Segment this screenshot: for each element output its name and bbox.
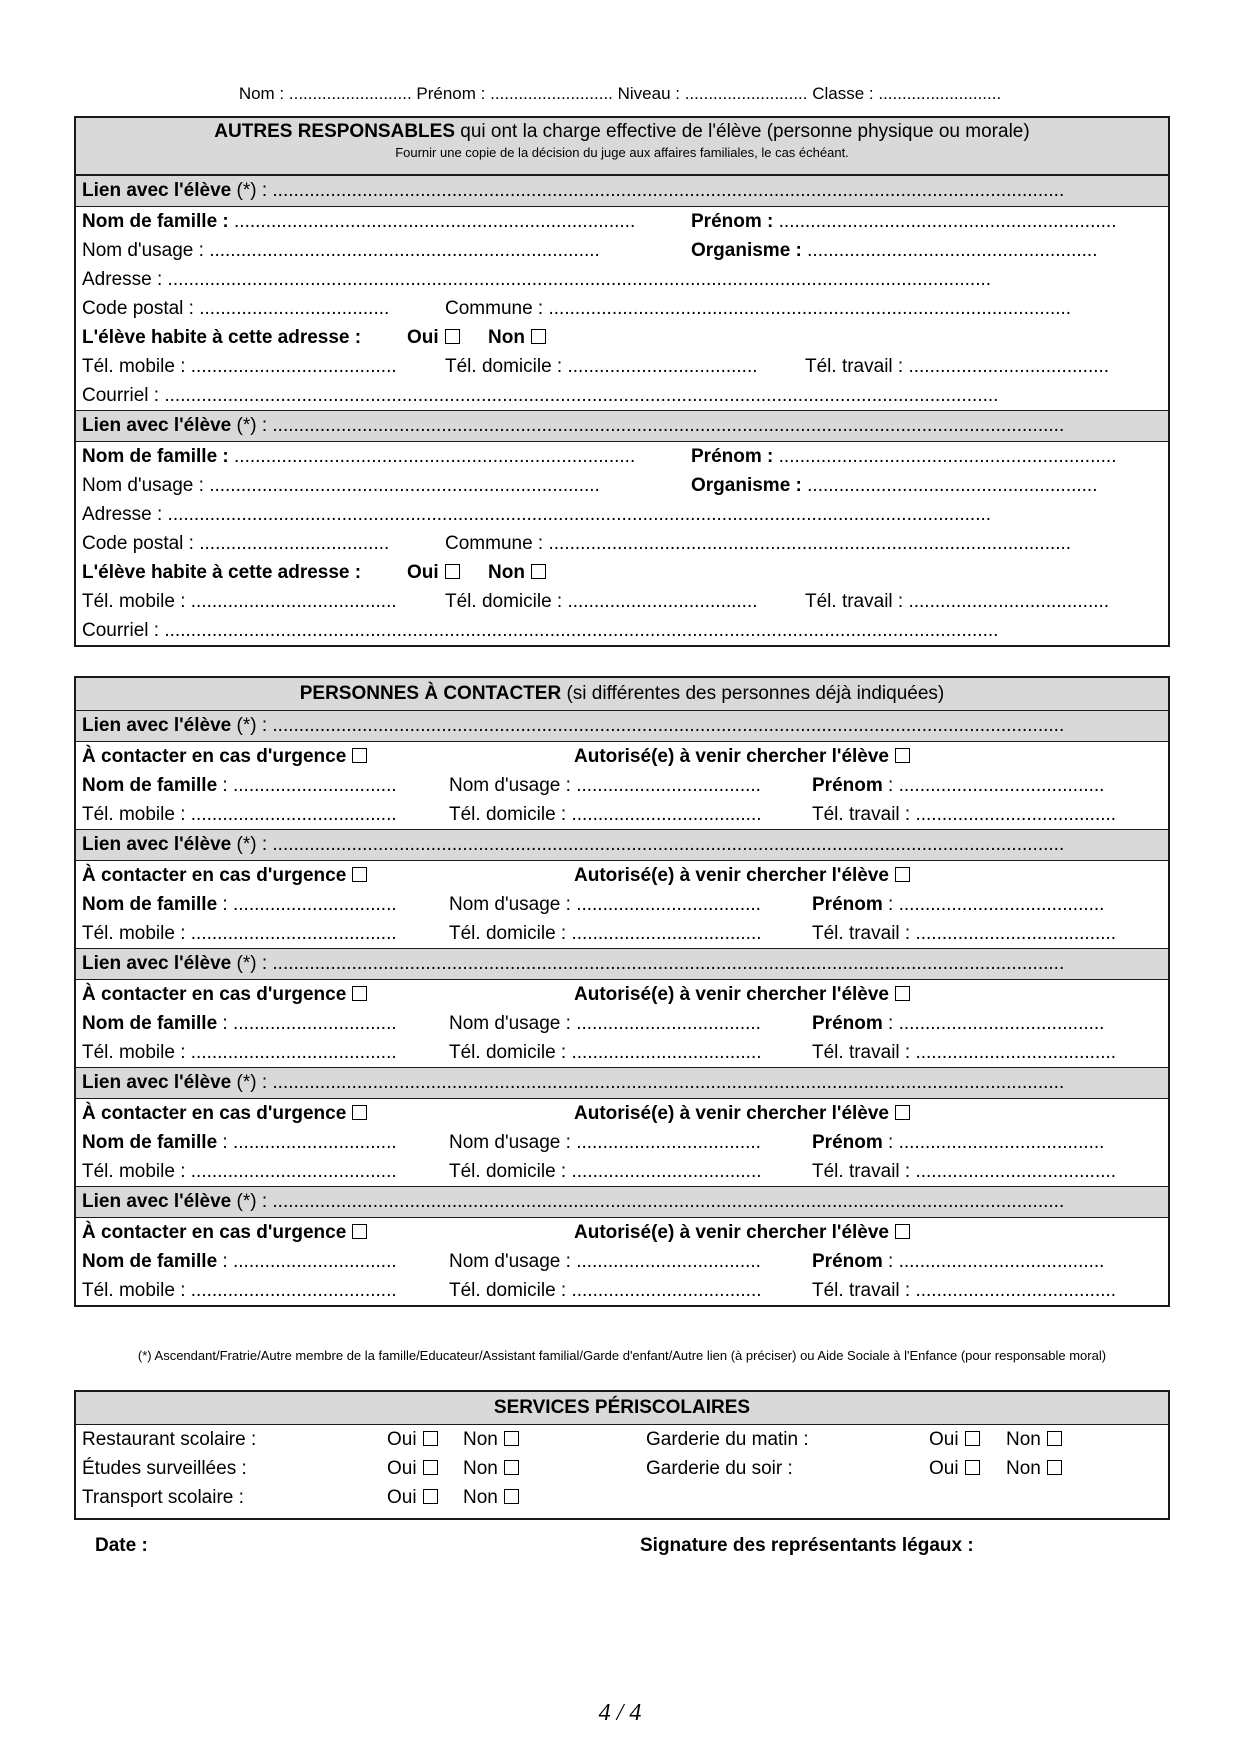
prenom-dots: : ....................................... <box>882 1251 1105 1272</box>
prenom-dots: ................................................................ <box>773 211 1117 232</box>
lien-dots: (*) : ...................................................................................................................................................... <box>231 1072 1065 1093</box>
tel-travail-field[interactable]: Tél. travail : ...................................... <box>805 591 1110 612</box>
lien-dots: (*) : ...................................................................................................................................................... <box>231 1191 1065 1212</box>
habite-label: L'élève habite à cette adresse : <box>82 327 362 348</box>
nom-label: Nom de famille <box>82 894 218 915</box>
autorise-label: Autorisé(e) à venir chercher l'élève <box>574 746 889 767</box>
adresse-field[interactable]: Adresse : ............................................................................................................................................................ <box>82 269 992 290</box>
commune-field[interactable]: Commune : ................................................................................................... <box>445 533 1072 554</box>
tel-travail-field[interactable]: Tél. travail : ...................................... <box>812 1280 1117 1301</box>
urgence-option[interactable] <box>82 1103 367 1125</box>
urgence-label: À contacter en cas d'urgence <box>82 984 347 1005</box>
autorise-label: Autorisé(e) à venir chercher l'élève <box>574 984 889 1005</box>
lien-field[interactable] <box>76 829 1168 861</box>
etudes-label: Études surveillées : <box>82 1458 247 1479</box>
lien-dots: (*) : ...................................................................................................................................................... <box>231 834 1065 855</box>
prenom-label: Prénom <box>812 775 883 796</box>
lien-label: Lien avec l'élève <box>82 953 232 974</box>
nom-famille-field[interactable] <box>82 894 397 916</box>
checkbox-icon[interactable] <box>423 1489 438 1504</box>
nom-usage-field[interactable]: Nom d'usage : ................................... <box>449 1132 761 1153</box>
checkbox-icon[interactable] <box>504 1489 519 1504</box>
autres-responsables-title <box>76 118 1168 143</box>
lien-dots: (*) : ...................................................................................................................................................... <box>231 715 1065 736</box>
prenom-field[interactable] <box>812 1132 1104 1154</box>
lien-dots: (*) : ...................................................................................................................................................... <box>231 953 1065 974</box>
checkbox-icon[interactable] <box>352 986 367 1001</box>
lien-field[interactable] <box>76 1186 1168 1218</box>
prenom-dots: : ....................................... <box>882 1013 1105 1034</box>
date-label: Date : <box>95 1535 148 1556</box>
checkbox-icon[interactable] <box>504 1431 519 1446</box>
urgence-label: À contacter en cas d'urgence <box>82 746 347 767</box>
prenom-dots: : ....................................... <box>882 894 1105 915</box>
contact-block <box>76 1186 1168 1305</box>
checkbox-icon[interactable] <box>352 867 367 882</box>
organisme-label: Organisme : <box>691 475 802 496</box>
transport-oui-option[interactable] <box>387 1487 438 1509</box>
garderie-soir-label: Garderie du soir : <box>646 1458 793 1479</box>
lien-label: Lien avec l'élève <box>82 1191 232 1212</box>
adresse-field[interactable]: Adresse : ............................................................................................................................................................ <box>82 504 992 525</box>
checkbox-icon[interactable] <box>531 329 546 344</box>
urgence-label: À contacter en cas d'urgence <box>82 1222 347 1243</box>
urgence-label: À contacter en cas d'urgence <box>82 865 347 886</box>
prenom-dots: ................................................................ <box>773 446 1117 467</box>
prenom-label: Prénom <box>812 1251 883 1272</box>
oui-label: Oui <box>407 562 439 583</box>
nom-label: Nom de famille : <box>82 446 229 467</box>
lien-label: Lien avec l'élève <box>82 1072 232 1093</box>
tel-domicile-field[interactable]: Tél. domicile : .................................... <box>449 1042 762 1063</box>
nom-dots: : ............................... <box>217 775 397 796</box>
lien-dots: (*) : ...................................................................................................................................................... <box>231 180 1065 201</box>
checkbox-icon[interactable] <box>445 564 460 579</box>
autorise-option[interactable] <box>574 1103 910 1125</box>
personnes-a-contacter-section <box>74 676 1170 1307</box>
checkbox-icon[interactable] <box>895 986 910 1001</box>
checkbox-icon[interactable] <box>965 1460 980 1475</box>
signature-label: Signature des représentants légaux : <box>640 1535 974 1556</box>
contact-block <box>76 829 1168 948</box>
contact-block <box>76 711 1168 829</box>
etudes-oui-option[interactable] <box>387 1458 438 1480</box>
courriel-field[interactable]: Courriel : .............................................................................................................................................................. <box>82 620 999 641</box>
organisme-label: Organisme : <box>691 240 802 261</box>
autorise-option[interactable] <box>574 984 910 1006</box>
lien-footnote: (*) Ascendant/Fratrie/Autre membre de la famille/Educateur/Assistant familial/Garde d'enfant/Autre lien (à préciser) ou Aide Sociale à l'Enfance (pour responsable moral) <box>137 1348 1107 1363</box>
prenom-field[interactable] <box>691 211 1116 233</box>
prenom-field[interactable] <box>691 446 1116 468</box>
tel-travail-field[interactable]: Tél. travail : ...................................... <box>812 1161 1117 1182</box>
prenom-field[interactable] <box>812 1013 1104 1035</box>
code-postal-field[interactable]: Code postal : .................................... <box>82 533 390 554</box>
nom-usage-field[interactable]: Nom d'usage : .......................................................................... <box>82 475 600 496</box>
nom-famille-field[interactable] <box>82 775 397 797</box>
contact-block <box>76 948 1168 1067</box>
checkbox-icon[interactable] <box>965 1431 980 1446</box>
prenom-label: Prénom <box>812 894 883 915</box>
prenom-label: Prénom <box>812 1013 883 1034</box>
prenom-dots: : ....................................... <box>882 775 1105 796</box>
prenom-label: Prénom : <box>691 211 774 232</box>
garderie-matin-label: Garderie du matin : <box>646 1429 809 1450</box>
prenom-field[interactable] <box>812 775 1104 797</box>
lien-label: Lien avec l'élève <box>82 834 232 855</box>
non-label: Non <box>1006 1429 1041 1450</box>
tel-travail-field[interactable]: Tél. travail : ...................................... <box>805 356 1110 377</box>
lien-label: Lien avec l'élève <box>82 415 232 436</box>
tel-mobile-field[interactable]: Tél. mobile : ....................................... <box>82 591 397 612</box>
lien-field[interactable] <box>76 410 1168 442</box>
checkbox-icon[interactable] <box>1047 1460 1062 1475</box>
oui-label: Oui <box>387 1458 417 1479</box>
checkbox-icon[interactable] <box>895 748 910 763</box>
tel-mobile-field[interactable]: Tél. mobile : ....................................... <box>82 804 397 825</box>
nom-label: Nom de famille <box>82 1132 218 1153</box>
tel-domicile-field[interactable]: Tél. domicile : .................................... <box>445 356 758 377</box>
tel-domicile-field[interactable]: Tél. domicile : .................................... <box>449 804 762 825</box>
prenom-label: Prénom <box>812 1132 883 1153</box>
checkbox-icon[interactable] <box>895 1224 910 1239</box>
prenom-field[interactable] <box>812 1251 1104 1273</box>
contacts-title-rest: (si différentes des personnes déjà indiquées) <box>561 683 945 704</box>
nom-label: Nom de famille <box>82 1013 218 1034</box>
code-postal-field[interactable]: Code postal : .................................... <box>82 298 390 319</box>
autorise-option[interactable] <box>574 1222 910 1244</box>
urgence-option[interactable] <box>82 746 367 768</box>
nom-dots: ............................................................................ <box>228 211 636 232</box>
checkbox-icon[interactable] <box>504 1460 519 1475</box>
garderie-matin-oui-option[interactable] <box>929 1429 980 1451</box>
oui-label: Oui <box>929 1429 959 1450</box>
tel-mobile-field[interactable]: Tél. mobile : ....................................... <box>82 356 397 377</box>
nom-usage-field[interactable]: Nom d'usage : .......................................................................... <box>82 240 600 261</box>
prenom-label: Prénom : <box>691 446 774 467</box>
nom-famille-field[interactable] <box>82 1251 397 1273</box>
lien-dots: (*) : ...................................................................................................................................................... <box>231 415 1065 436</box>
autorise-label: Autorisé(e) à venir chercher l'élève <box>574 865 889 886</box>
nom-label: Nom de famille <box>82 775 218 796</box>
checkbox-icon[interactable] <box>423 1460 438 1475</box>
habite-oui-option[interactable] <box>407 327 460 349</box>
autres-subtitle: Fournir une copie de la décision du juge aux affaires familiales, le cas échéant. <box>395 145 849 160</box>
habite-label: L'élève habite à cette adresse : <box>82 562 362 583</box>
non-label: Non <box>463 1458 498 1479</box>
transport-label: Transport scolaire : <box>82 1487 244 1508</box>
tel-travail-field[interactable]: Tél. travail : ...................................... <box>812 804 1117 825</box>
autorise-label: Autorisé(e) à venir chercher l'élève <box>574 1222 889 1243</box>
autres-title-rest: qui ont la charge effective de l'élève (personne physique ou morale) <box>455 121 1030 142</box>
checkbox-icon[interactable] <box>531 564 546 579</box>
organisme-dots: ....................................................... <box>801 475 1098 496</box>
garderie-soir-oui-option[interactable] <box>929 1458 980 1480</box>
autres-title-bold: AUTRES RESPONSABLES <box>214 121 455 142</box>
lien-field[interactable] <box>76 948 1168 980</box>
nom-famille-field[interactable] <box>82 1132 397 1154</box>
nom-famille-field[interactable] <box>82 1013 397 1035</box>
urgence-option[interactable] <box>82 1222 367 1244</box>
garderie-matin-non-option[interactable] <box>1006 1429 1062 1451</box>
lien-label: Lien avec l'élève <box>82 715 232 736</box>
tel-travail-field[interactable]: Tél. travail : ...................................... <box>812 923 1117 944</box>
tel-travail-field[interactable]: Tél. travail : ...................................... <box>812 1042 1117 1063</box>
urgence-label: À contacter en cas d'urgence <box>82 1103 347 1124</box>
student-identity-line: Nom : .......................... Prénom : .......................... Niveau : .......................... Classe : .......................... <box>238 84 1002 103</box>
lien-field[interactable] <box>76 1067 1168 1099</box>
tel-mobile-field[interactable]: Tél. mobile : ....................................... <box>82 1161 397 1182</box>
checkbox-icon[interactable] <box>445 329 460 344</box>
tel-mobile-field[interactable]: Tél. mobile : ....................................... <box>82 923 397 944</box>
habite-non-option[interactable] <box>488 562 546 584</box>
oui-label: Oui <box>387 1487 417 1508</box>
non-label: Non <box>1006 1458 1041 1479</box>
nom-dots: ............................................................................ <box>228 446 636 467</box>
oui-label: Oui <box>387 1429 417 1450</box>
tel-domicile-field[interactable]: Tél. domicile : .................................... <box>449 1161 762 1182</box>
restaurant-label: Restaurant scolaire : <box>82 1429 257 1450</box>
checkbox-icon[interactable] <box>895 867 910 882</box>
urgence-option[interactable] <box>82 984 367 1006</box>
nom-famille-field[interactable] <box>82 211 635 233</box>
nom-dots: : ............................... <box>217 1013 397 1034</box>
contacts-title-bold: PERSONNES À CONTACTER <box>299 683 562 704</box>
nom-label: Nom de famille : <box>82 211 229 232</box>
autres-responsables-section <box>74 116 1170 647</box>
commune-field[interactable]: Commune : ................................................................................................... <box>445 298 1072 319</box>
nom-usage-field[interactable]: Nom d'usage : ................................... <box>449 775 761 796</box>
restaurant-oui-option[interactable] <box>387 1429 438 1451</box>
garderie-soir-non-option[interactable] <box>1006 1458 1062 1480</box>
etudes-non-option[interactable] <box>463 1458 519 1480</box>
tel-domicile-field[interactable]: Tél. domicile : .................................... <box>449 1280 762 1301</box>
autorise-option[interactable] <box>574 865 910 887</box>
checkbox-icon[interactable] <box>352 1105 367 1120</box>
lien-field[interactable] <box>76 711 1168 742</box>
responsable-block <box>76 175 1168 410</box>
habite-non-option[interactable] <box>488 327 546 349</box>
checkbox-icon[interactable] <box>423 1431 438 1446</box>
habite-oui-option[interactable] <box>407 562 460 584</box>
checkbox-icon[interactable] <box>895 1105 910 1120</box>
nom-dots: : ............................... <box>217 894 397 915</box>
lien-label: Lien avec l'élève <box>82 180 232 201</box>
services-header <box>76 1392 1168 1425</box>
nom-usage-field[interactable]: Nom d'usage : ................................... <box>449 1251 761 1272</box>
page-number: 4 / 4 <box>598 1700 642 1726</box>
transport-non-option[interactable] <box>463 1487 519 1509</box>
lien-field[interactable] <box>76 175 1168 207</box>
oui-label: Oui <box>929 1458 959 1479</box>
nom-dots: : ............................... <box>217 1132 397 1153</box>
responsable-block <box>76 410 1168 645</box>
nom-usage-field[interactable]: Nom d'usage : ................................... <box>449 894 761 915</box>
checkbox-icon[interactable] <box>1047 1431 1062 1446</box>
checkbox-icon[interactable] <box>352 748 367 763</box>
tel-mobile-field[interactable]: Tél. mobile : ....................................... <box>82 1280 397 1301</box>
services-periscolaires-section <box>74 1390 1170 1520</box>
courriel-field[interactable]: Courriel : .............................................................................................................................................................. <box>82 385 999 406</box>
nom-dots: : ............................... <box>217 1251 397 1272</box>
non-label: Non <box>463 1487 498 1508</box>
urgence-option[interactable] <box>82 865 367 887</box>
organisme-dots: ....................................................... <box>801 240 1098 261</box>
non-label: Non <box>488 327 525 348</box>
tel-domicile-field[interactable]: Tél. domicile : .................................... <box>445 591 758 612</box>
organisme-field[interactable] <box>691 475 1098 497</box>
nom-usage-field[interactable]: Nom d'usage : ................................... <box>449 1013 761 1034</box>
nom-famille-field[interactable] <box>82 446 635 468</box>
autorise-label: Autorisé(e) à venir chercher l'élève <box>574 1103 889 1124</box>
tel-domicile-field[interactable]: Tél. domicile : .................................... <box>449 923 762 944</box>
checkbox-icon[interactable] <box>352 1224 367 1239</box>
services-title: SERVICES PÉRISCOLAIRES <box>493 1397 751 1418</box>
organisme-field[interactable] <box>691 240 1098 262</box>
contacts-header <box>76 678 1168 711</box>
contact-block <box>76 1067 1168 1186</box>
prenom-dots: : ....................................... <box>882 1132 1105 1153</box>
oui-label: Oui <box>407 327 439 348</box>
non-label: Non <box>488 562 525 583</box>
restaurant-non-option[interactable] <box>463 1429 519 1451</box>
autres-responsables-header <box>76 118 1168 175</box>
non-label: Non <box>463 1429 498 1450</box>
autorise-option[interactable] <box>574 746 910 768</box>
tel-mobile-field[interactable]: Tél. mobile : ....................................... <box>82 1042 397 1063</box>
prenom-field[interactable] <box>812 894 1104 916</box>
nom-label: Nom de famille <box>82 1251 218 1272</box>
